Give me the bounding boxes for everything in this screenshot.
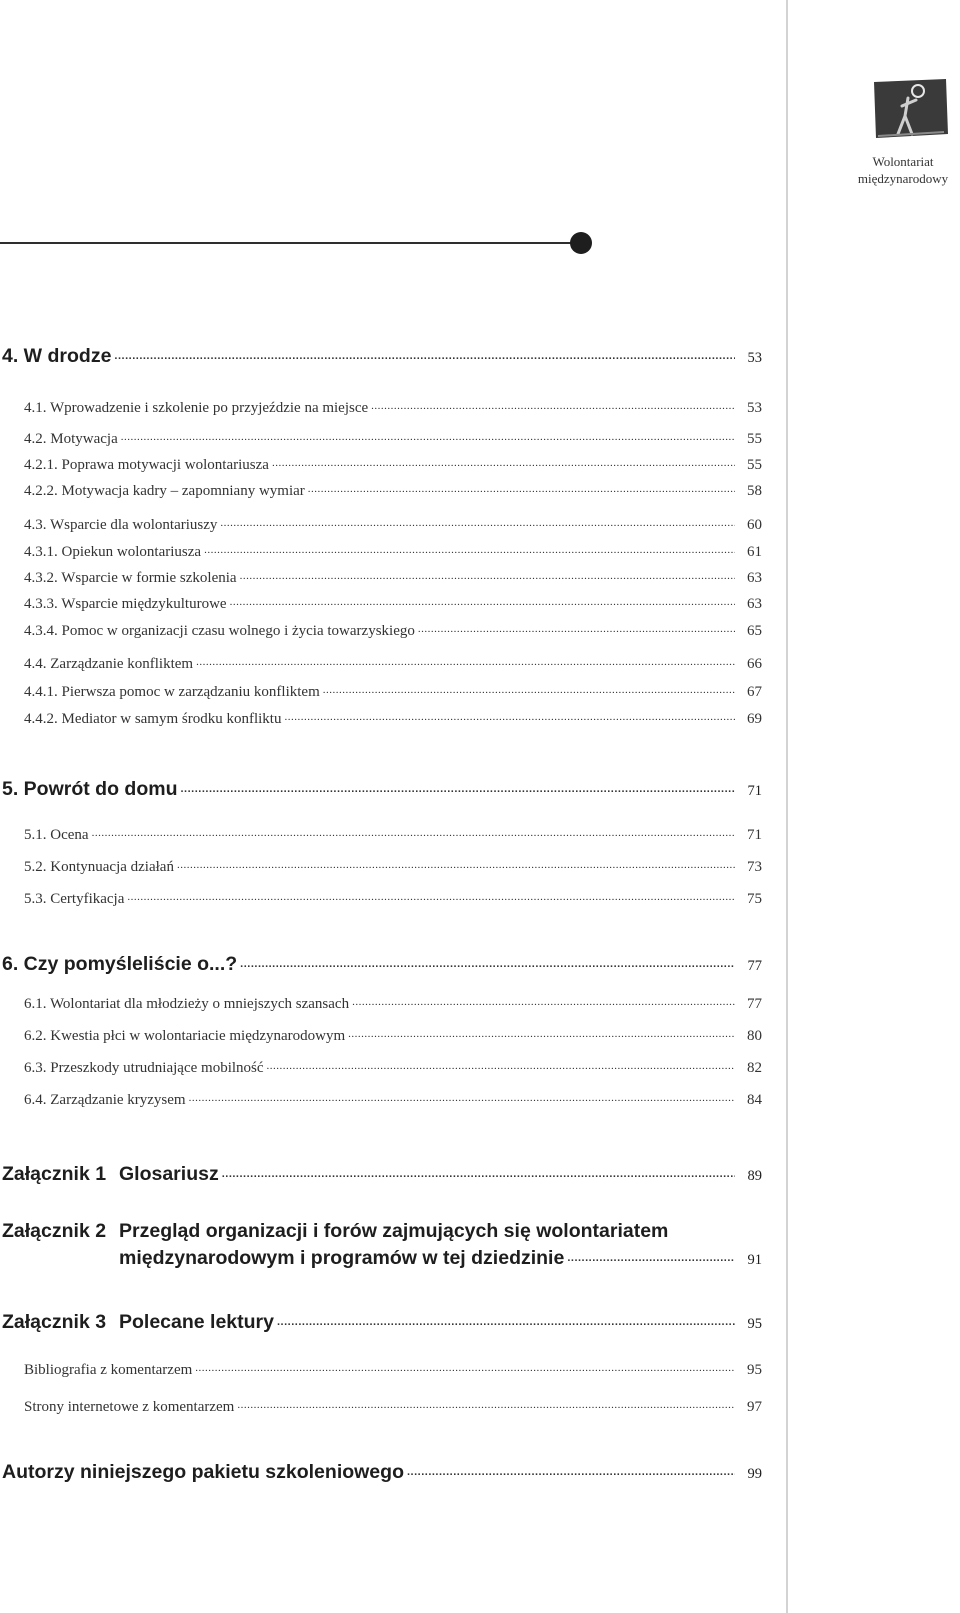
toc-page-number: 77 xyxy=(747,957,762,974)
toc-page-number: 71 xyxy=(747,782,762,799)
toc-chapter-title: 5. Powrót do domu xyxy=(2,777,178,800)
toc-page-number: 55 xyxy=(747,457,762,473)
brand-caption xyxy=(846,153,960,187)
toc-page-number: 99 xyxy=(747,1465,762,1482)
toc-page-number: 91 xyxy=(747,1251,762,1268)
toc-leader xyxy=(371,397,735,412)
toc-annex-1[interactable] xyxy=(2,1160,762,1186)
toc-leader xyxy=(127,888,735,903)
toc-leader xyxy=(204,541,735,556)
header-rule-dot xyxy=(570,232,592,254)
toc-leader xyxy=(323,681,735,696)
toc-annex-label: Załącznik 3 xyxy=(2,1310,107,1333)
toc-entry-label: 4.3.1. Opiekun wolontariusza xyxy=(24,544,202,560)
toc-page-number: 65 xyxy=(747,623,762,639)
toc-leader xyxy=(352,993,735,1008)
toc-chapter-title: 6. Czy pomyśleliście o...? xyxy=(2,952,238,975)
toc-page-number: 66 xyxy=(747,656,762,672)
toc-leader xyxy=(114,342,735,362)
toc-leader xyxy=(121,428,735,443)
toc-leader xyxy=(308,480,735,495)
toc-leader xyxy=(240,567,735,582)
toc-entry-label: 4.2. Motywacja xyxy=(24,431,118,447)
toc-entry-label: 4.3.2. Wsparcie w formie szkolenia xyxy=(24,570,237,586)
toc-page-number: 53 xyxy=(747,349,762,366)
toc-entry[interactable] xyxy=(24,1396,762,1416)
toc-leader xyxy=(277,1308,735,1328)
toc-leader xyxy=(418,620,735,635)
toc-entry[interactable] xyxy=(24,1089,762,1109)
toc-leader xyxy=(222,1160,735,1180)
toc-authors[interactable] xyxy=(2,1458,762,1484)
toc-page-number: 53 xyxy=(747,400,762,416)
toc-entry[interactable] xyxy=(24,541,762,561)
toc-entry[interactable] xyxy=(24,514,762,534)
toc-entry-label: 6.3. Przeszkody utrudniające mobilność xyxy=(24,1060,264,1076)
toc-leader xyxy=(230,593,735,608)
toc-page-number: 69 xyxy=(747,711,762,727)
toc-page-number: 55 xyxy=(747,431,762,447)
toc-page-number: 77 xyxy=(747,996,762,1012)
toc-leader xyxy=(92,824,735,839)
toc-chapter-5[interactable] xyxy=(2,775,762,801)
toc-leader xyxy=(181,775,736,795)
toc-entry[interactable] xyxy=(24,856,762,876)
toc-entry-label: 4.2.2. Motywacja kadry – zapomniany wymiar xyxy=(24,483,305,499)
toc-page-number: 73 xyxy=(747,859,762,875)
toc-entry[interactable] xyxy=(24,397,762,417)
toc-page-number: 71 xyxy=(747,827,762,843)
toc-entry-label: 5.3. Certyfikacja xyxy=(24,891,125,907)
toc-entry-label: Bibliografia z komentarzem xyxy=(24,1362,193,1378)
toc-entry[interactable] xyxy=(24,567,762,587)
toc-entry[interactable] xyxy=(24,1359,762,1379)
toc-leader xyxy=(284,708,735,723)
toc-entry[interactable] xyxy=(24,888,762,908)
toc-page-number: 58 xyxy=(747,483,762,499)
toc-entry[interactable] xyxy=(24,653,762,673)
toc-page-number: 95 xyxy=(747,1362,762,1378)
toc-annex-title-line-1: Przegląd organizacji i forów zajmujących się wolontariatem xyxy=(119,1220,669,1242)
brand-line-1: Wolontariat xyxy=(872,154,934,169)
toc-annex-title: Glosariusz xyxy=(119,1162,219,1185)
toc-chapter-6[interactable] xyxy=(2,950,762,976)
toc-page-number: 80 xyxy=(747,1028,762,1044)
toc-page-number: 84 xyxy=(747,1092,762,1108)
toc-page-number: 60 xyxy=(747,517,762,533)
toc-entry[interactable] xyxy=(24,708,762,728)
toc-entry[interactable] xyxy=(24,593,762,613)
toc-entry[interactable] xyxy=(24,1025,762,1045)
toc-entry[interactable] xyxy=(24,993,762,1013)
toc-entry[interactable] xyxy=(24,620,762,640)
toc-entry-label: 5.1. Ocena xyxy=(24,827,89,843)
toc-chapter-title: Autorzy niniejszego pakietu szkoleniowego xyxy=(2,1460,404,1483)
toc-entry[interactable] xyxy=(24,1057,762,1077)
toc-leader xyxy=(195,1359,735,1374)
toc-entry-label: 6.4. Zarządzanie kryzysem xyxy=(24,1092,186,1108)
toc-entry[interactable] xyxy=(24,824,762,844)
toc-annex-title-line-2: międzynarodowym i programów w tej dziedzinie xyxy=(119,1246,565,1269)
toc-entry-label: 4.2.1. Poprawa motywacji wolontariusza xyxy=(24,457,269,473)
toc-leader xyxy=(237,1396,735,1411)
toc-entry-label: 4.4. Zarządzanie konfliktem xyxy=(24,656,194,672)
toc-entry-label: 4.3. Wsparcie dla wolontariuszy xyxy=(24,517,218,533)
toc-page-number: 89 xyxy=(747,1167,762,1184)
toc-page-number: 63 xyxy=(747,596,762,612)
toc-annex-label: Załącznik 1 xyxy=(2,1162,107,1185)
toc-entry[interactable] xyxy=(24,480,762,500)
toc-entry-label: 6.1. Wolontariat dla młodzieży o mniejszych szansach xyxy=(24,996,350,1012)
toc-chapter-title: 4. W drodze xyxy=(2,344,112,367)
toc-page-number: 61 xyxy=(747,544,762,560)
toc-chapter-4[interactable] xyxy=(2,342,762,368)
toc-entry-label: Strony internetowe z komentarzem xyxy=(24,1399,235,1415)
toc-page-number: 63 xyxy=(747,570,762,586)
toc-page-number: 97 xyxy=(747,1399,762,1415)
toc-page-number: 95 xyxy=(747,1315,762,1332)
toc-annex-title: Polecane lektury xyxy=(119,1310,274,1333)
toc-leader xyxy=(272,454,735,469)
toc-leader xyxy=(196,653,735,668)
toc-leader xyxy=(407,1458,735,1478)
toc-leader xyxy=(189,1089,735,1104)
toc-entry-label: 4.3.4. Pomoc w organizacji czasu wolnego i życia towarzyskiego xyxy=(24,623,415,639)
toc-page-number: 67 xyxy=(747,684,762,700)
toc-entry-label: 4.3.3. Wsparcie międzykulturowe xyxy=(24,596,227,612)
toc-entry-label: 5.2. Kontynuacja działań xyxy=(24,859,174,875)
toc-page-number: 82 xyxy=(747,1060,762,1076)
volunteer-logo-icon xyxy=(872,78,950,144)
toc-annex-3[interactable] xyxy=(2,1308,762,1334)
header-rule xyxy=(0,242,575,244)
right-margin-rule xyxy=(786,0,788,1613)
toc-entry-label: 6.2. Kwestia płci w wolontariacie międzynarodowym xyxy=(24,1028,346,1044)
toc-entry[interactable] xyxy=(24,681,762,701)
toc-page-number: 75 xyxy=(747,891,762,907)
toc-leader xyxy=(220,514,735,529)
toc-annex-label: Załącznik 2 xyxy=(2,1220,107,1242)
toc-entry-label: 4.4.1. Pierwsza pomoc w zarządzaniu konfliktem xyxy=(24,684,320,700)
toc-leader xyxy=(348,1025,735,1040)
toc-leader xyxy=(240,950,735,970)
toc-entry[interactable] xyxy=(24,428,762,448)
toc-leader xyxy=(177,856,735,871)
toc-leader xyxy=(267,1057,735,1072)
toc-entry-label: 4.1. Wprowadzenie i szkolenie po przyjeździe na miejsce xyxy=(24,400,369,416)
toc-entry-label: 4.4.2. Mediator w samym środku konfliktu xyxy=(24,711,282,727)
toc-entry[interactable] xyxy=(24,454,762,474)
toc-leader xyxy=(567,1244,735,1264)
brand-line-2: międzynarodowy xyxy=(857,171,949,186)
